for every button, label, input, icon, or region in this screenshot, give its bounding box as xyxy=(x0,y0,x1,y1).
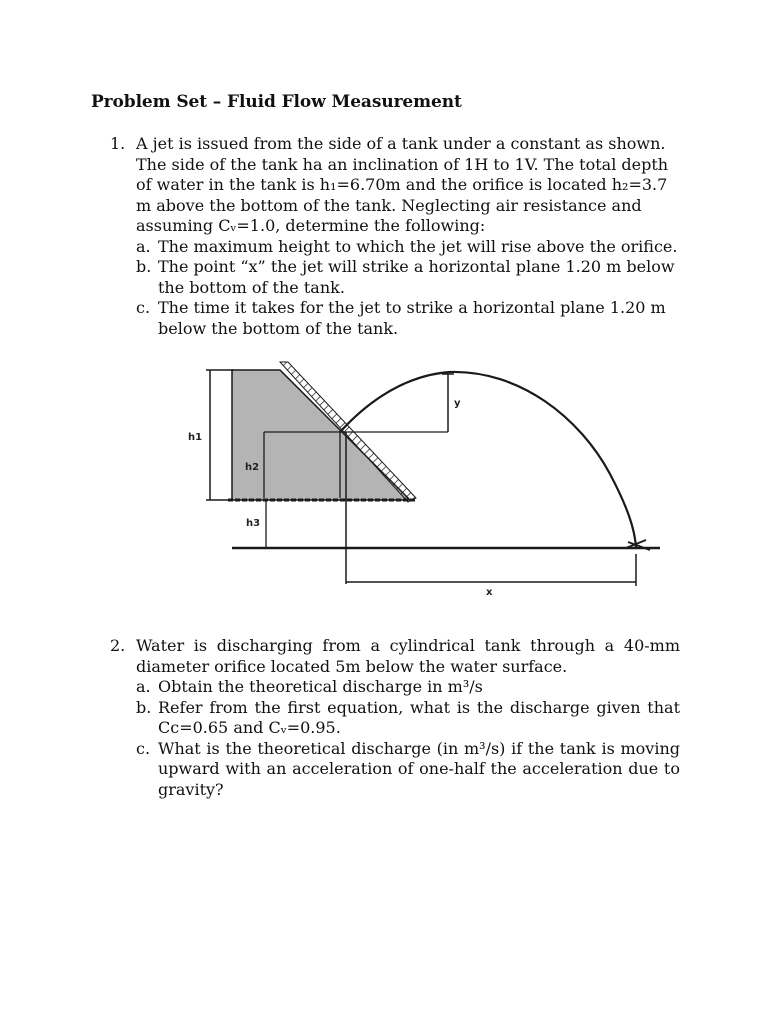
sub-question-letter: b. xyxy=(136,257,152,276)
sub-question xyxy=(136,257,680,298)
x-label: x xyxy=(486,587,493,598)
sub-question xyxy=(136,677,680,698)
sub-question-text: Refer from the first equation, what is the discharge given that Cc=0.65 and Cᵥ=0.95. xyxy=(158,697,680,737)
h2-label: h2 xyxy=(245,462,260,473)
h1-label: h1 xyxy=(188,432,203,443)
problem-number: 1. xyxy=(110,134,126,153)
y-dimension xyxy=(442,374,454,432)
sub-question-list xyxy=(136,677,680,800)
jet-trajectory xyxy=(340,372,636,548)
sub-question xyxy=(136,739,680,801)
sub-question xyxy=(136,237,680,258)
sub-question-letter: b. xyxy=(136,697,152,717)
h3-label: h3 xyxy=(246,518,261,529)
sub-question-letter: a. xyxy=(136,236,151,256)
problem-1 xyxy=(110,134,680,339)
sub-question xyxy=(136,298,680,339)
sub-question-letter: c. xyxy=(136,298,151,317)
tank-water xyxy=(232,370,410,500)
problem-number: 2. xyxy=(110,636,126,655)
y-label: y xyxy=(454,398,461,409)
problem-statement: Water is discharging from a cylindrical tank through a 40-mm diameter orifice located 5m below the water surface. xyxy=(136,636,680,676)
h1-dimension xyxy=(206,370,234,500)
sub-question-text: The time it takes for the jet to strike a horizontal plane 1.20 m below the bottom of the tank. xyxy=(158,298,666,338)
sub-question-text: The maximum height to which the jet will rise above the orifice. xyxy=(158,236,678,256)
sub-question-letter: a. xyxy=(136,677,151,696)
problem-2 xyxy=(110,636,680,800)
document-title: Problem Set – Fluid Flow Measurement xyxy=(91,92,462,112)
tank-jet-diagram xyxy=(180,358,670,598)
sub-question-text: Obtain the theoretical discharge in m³/s xyxy=(158,677,483,696)
sub-question xyxy=(136,698,680,739)
sub-question-text: The point “x” the jet will strike a horizontal plane 1.20 m below the bottom of the tank. xyxy=(158,257,675,297)
x-dimension xyxy=(346,432,636,586)
sub-question-text: What is the theoretical discharge (in m³/s) if the tank is moving upward with an acceleration of one-half the acceleration due to gravity? xyxy=(158,738,680,799)
sub-question-letter: c. xyxy=(136,738,151,758)
sub-question-list xyxy=(136,237,680,340)
problem-statement: A jet is issued from the side of a tank under a constant as shown. The side of the tank ha an inclination of 1H to 1V. The total depth of water in the tank is h₁=6.70m and the orifice is located h₂=3.7 m above the bottom of the tank. Neglecting air resistance and assuming Cᵥ=1.0, determine the following: xyxy=(136,134,669,235)
